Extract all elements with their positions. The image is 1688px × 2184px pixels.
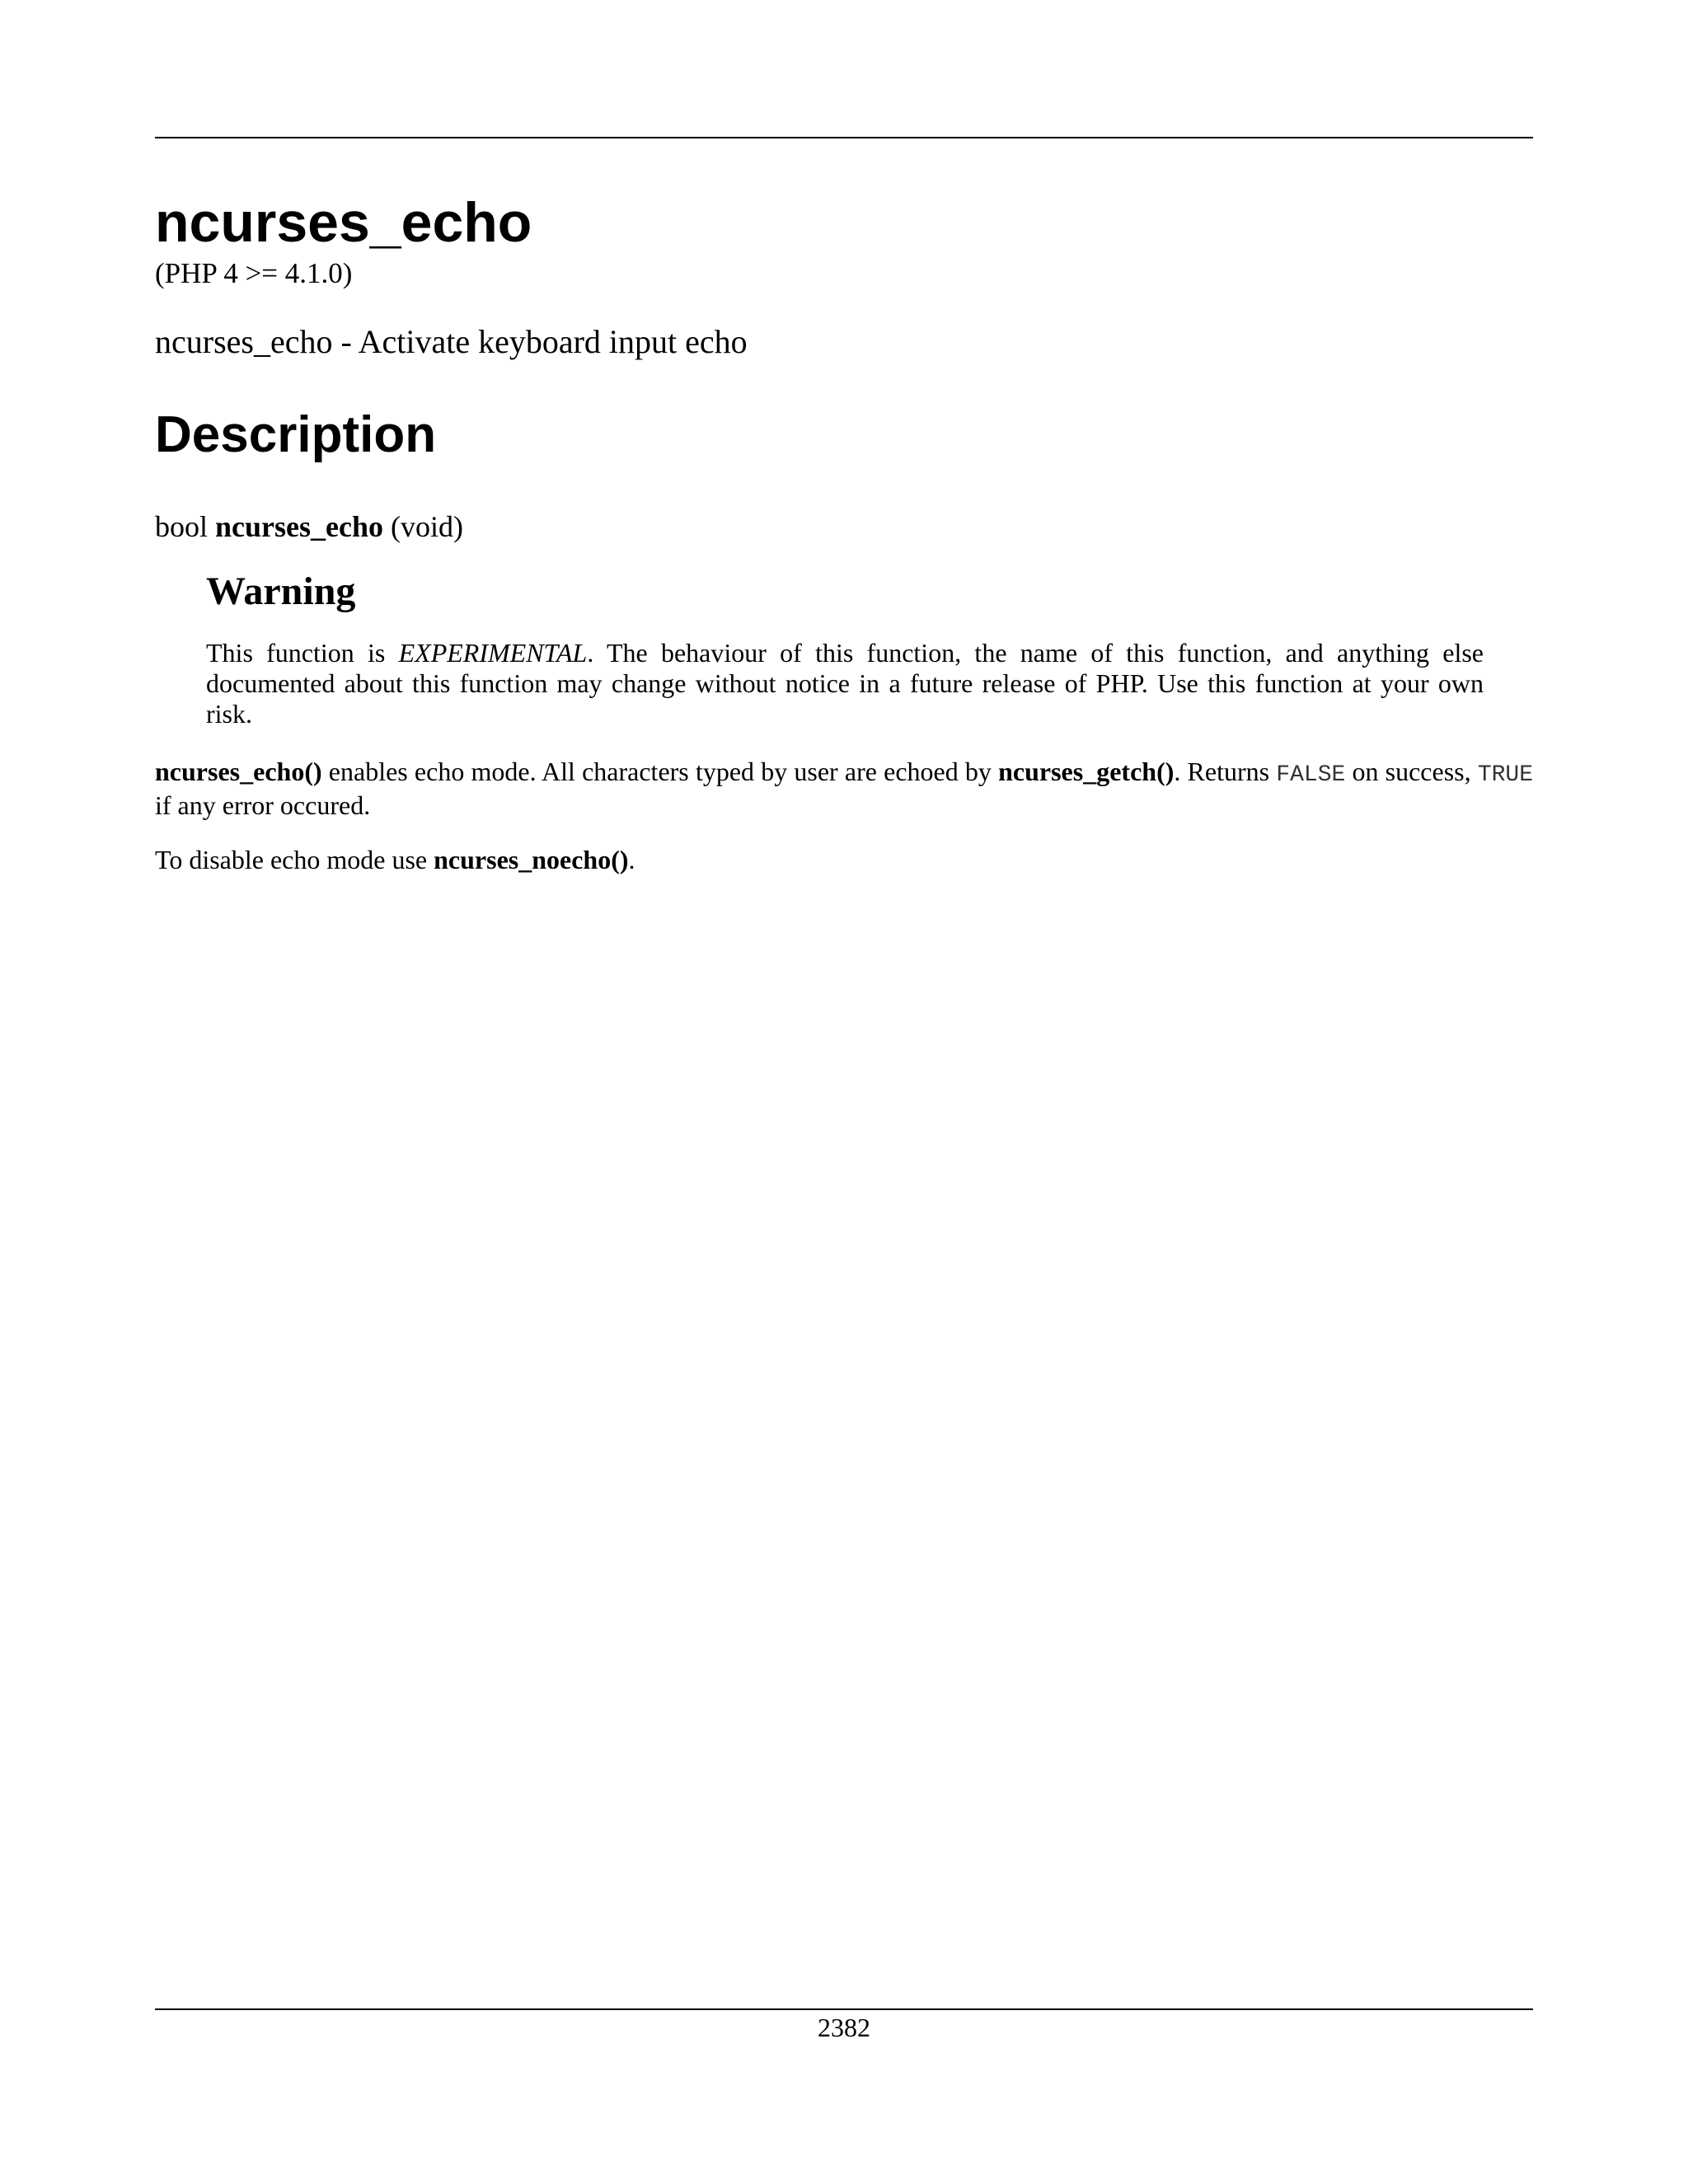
paragraph-text: enables echo mode. All characters typed by user are echoed by xyxy=(321,757,999,786)
description-heading: Description xyxy=(155,406,437,463)
page-title: ncurses_echo xyxy=(155,191,532,254)
synopsis-function-name: ncurses_echo xyxy=(215,510,383,543)
description-paragraph xyxy=(155,757,1533,821)
paragraph-text: . xyxy=(628,845,635,874)
footer-rule xyxy=(155,2008,1533,2010)
function-purpose: ncurses_echo - Activate keyboard input echo xyxy=(155,323,748,360)
paragraph-text: on success, xyxy=(1345,757,1478,786)
page-number: 2382 xyxy=(818,2013,870,2042)
false-constant: FALSE xyxy=(1276,762,1346,788)
synopsis-params: (void) xyxy=(391,510,463,543)
noecho-reference: ncurses_noecho() xyxy=(434,845,629,874)
return-type: bool xyxy=(155,510,209,543)
true-constant: TRUE xyxy=(1477,762,1534,788)
function-synopsis xyxy=(155,508,463,546)
warning-text xyxy=(206,638,1484,729)
warning-emphasis: EXPERIMENTAL xyxy=(398,638,588,668)
paragraph-text: . Returns xyxy=(1174,757,1277,786)
getch-reference: ncurses_getch() xyxy=(998,757,1175,786)
function-reference: ncurses_echo() xyxy=(155,757,322,786)
paragraph-text: if any error occured. xyxy=(155,790,371,820)
warning-text-after: . The behaviour of this function, the name of this function, and anything else documented about this function may change without notice in a future release of PHP. Use this function at your own risk. xyxy=(206,638,1484,729)
paragraph-text: To disable echo mode use xyxy=(155,845,434,874)
warning-title: Warning xyxy=(206,569,356,613)
version-info: (PHP 4 >= 4.1.0) xyxy=(155,257,353,289)
header-rule xyxy=(155,137,1533,138)
disable-paragraph xyxy=(155,845,1533,875)
warning-text-before: This function is xyxy=(206,638,399,668)
